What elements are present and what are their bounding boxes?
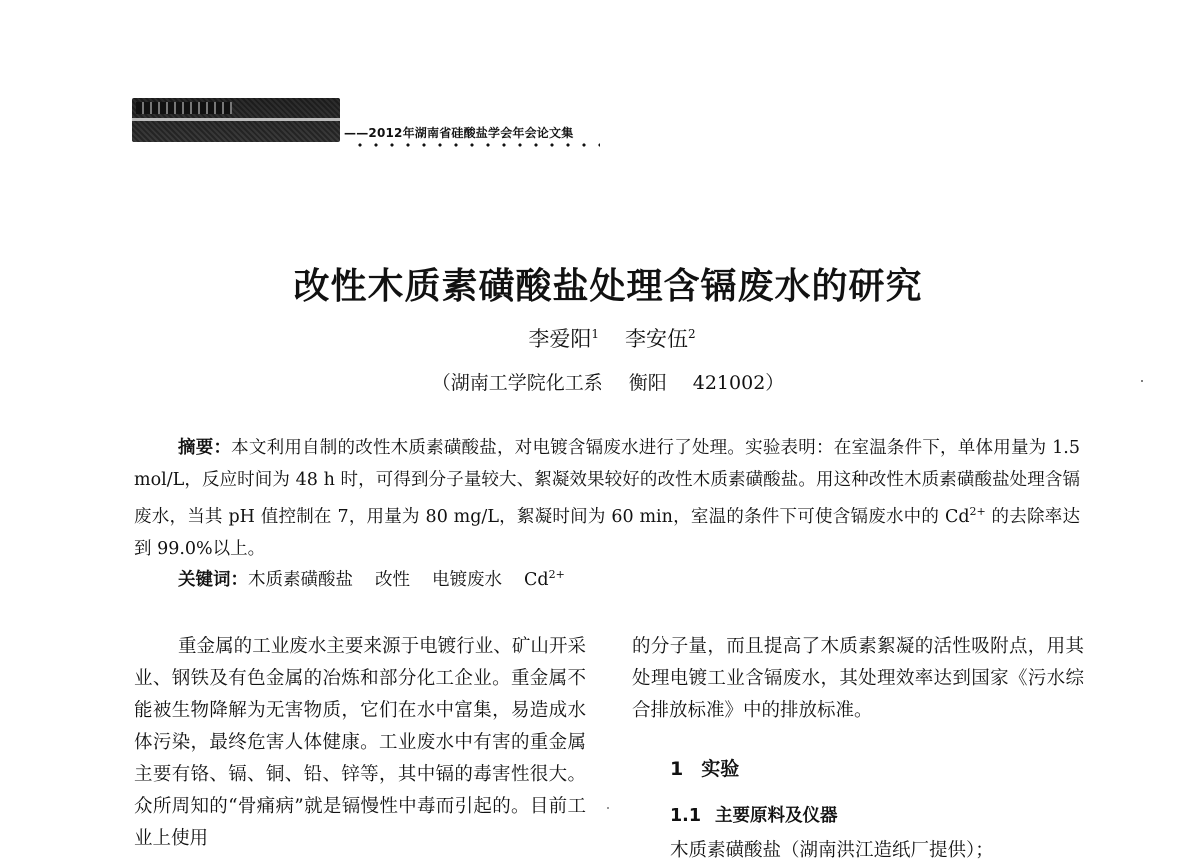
header-dotted-rule: [352, 143, 600, 147]
abstract-text-end: 的去除率达到 99.0%以上。: [134, 506, 1080, 559]
scan-speck: [607, 807, 609, 809]
paper-title: 改性木质素磺酸盐处理含镉废水的研究: [293, 266, 923, 307]
authors: [12, 323, 1200, 353]
abstract-text: 本文利用自制的改性木质素磺酸盐，对电镀含镉废水进行了处理。实验表明：在室温条件下，单体用量为 1.5 mol/L，反应时间为 48 h 时，可得到分子量较大、絮凝效果较好的改性木质素磺酸盐。用这种改性木质素磺酸盐处理含镉废水，当其 pH 值控制在 7，用量为 80 mg/L，絮凝时间为 60 min，室温的条件下可使含镉废水中的 Cd: [134, 438, 1081, 527]
affiliation-postcode: 421002）: [692, 372, 785, 394]
header-caption: ——2012年湖南省硅酸盐学会年会论文集: [344, 126, 574, 140]
subsection-title: 主要原料及仪器: [715, 806, 838, 826]
body-left-column: 重金属的工业废水主要来源于电镀行业、矿山开采业、钢铁及有色金属的冶炼和部分化工企业。重金属不能被生物降解为无害物质，它们在水中富集，易造成水体污染，最终危害人体健康。工业废水中有害的重金属主要有铬、镉、铜、铅、锌等，其中镉的毒害性很大。众所周知的“骨痛病”就是镉慢性中毒而引起的。目前工业上使用: [134, 636, 586, 849]
keywords-label: 关键词：: [178, 570, 248, 590]
section-heading: [670, 754, 739, 781]
section-title: 实验: [701, 758, 740, 780]
section-number: 1: [670, 758, 684, 780]
abstract-sup: 2+: [969, 505, 986, 518]
author-sup: 1: [591, 327, 599, 341]
subsection-heading: [670, 802, 838, 827]
affiliation: [8, 368, 1200, 395]
body-right-column: 的分子量，而且提高了木质素絮凝的活性吸附点，用其处理电镀工业含镉废水，其处理效率达到国家《污水综合排放标准》中的排放标准。: [632, 636, 1084, 721]
author-name: 李爱阳: [528, 327, 592, 351]
abstract: [134, 432, 1080, 565]
affiliation-city: 衡阳: [628, 372, 667, 394]
keyword: 木质素磺酸盐: [248, 570, 353, 590]
keyword-cd-sup: 2+: [548, 568, 565, 582]
subsection-number: 1.1: [670, 806, 702, 826]
material-line: 木质素磺酸盐（湖南洪江造纸厂提供）；: [670, 840, 994, 861]
author-sup: 2: [688, 327, 696, 341]
keywords: [178, 566, 565, 591]
author-name: 李安伍: [625, 327, 688, 351]
keyword: 改性: [375, 570, 410, 590]
keyword: 电镀废水: [432, 570, 502, 590]
keyword-cd: Cd: [524, 570, 549, 590]
abstract-label: 摘要：: [178, 438, 232, 458]
scan-speck: [1141, 380, 1143, 382]
header-logo: [132, 98, 340, 142]
affiliation-dept: （湖南工学院化工系: [431, 372, 603, 394]
